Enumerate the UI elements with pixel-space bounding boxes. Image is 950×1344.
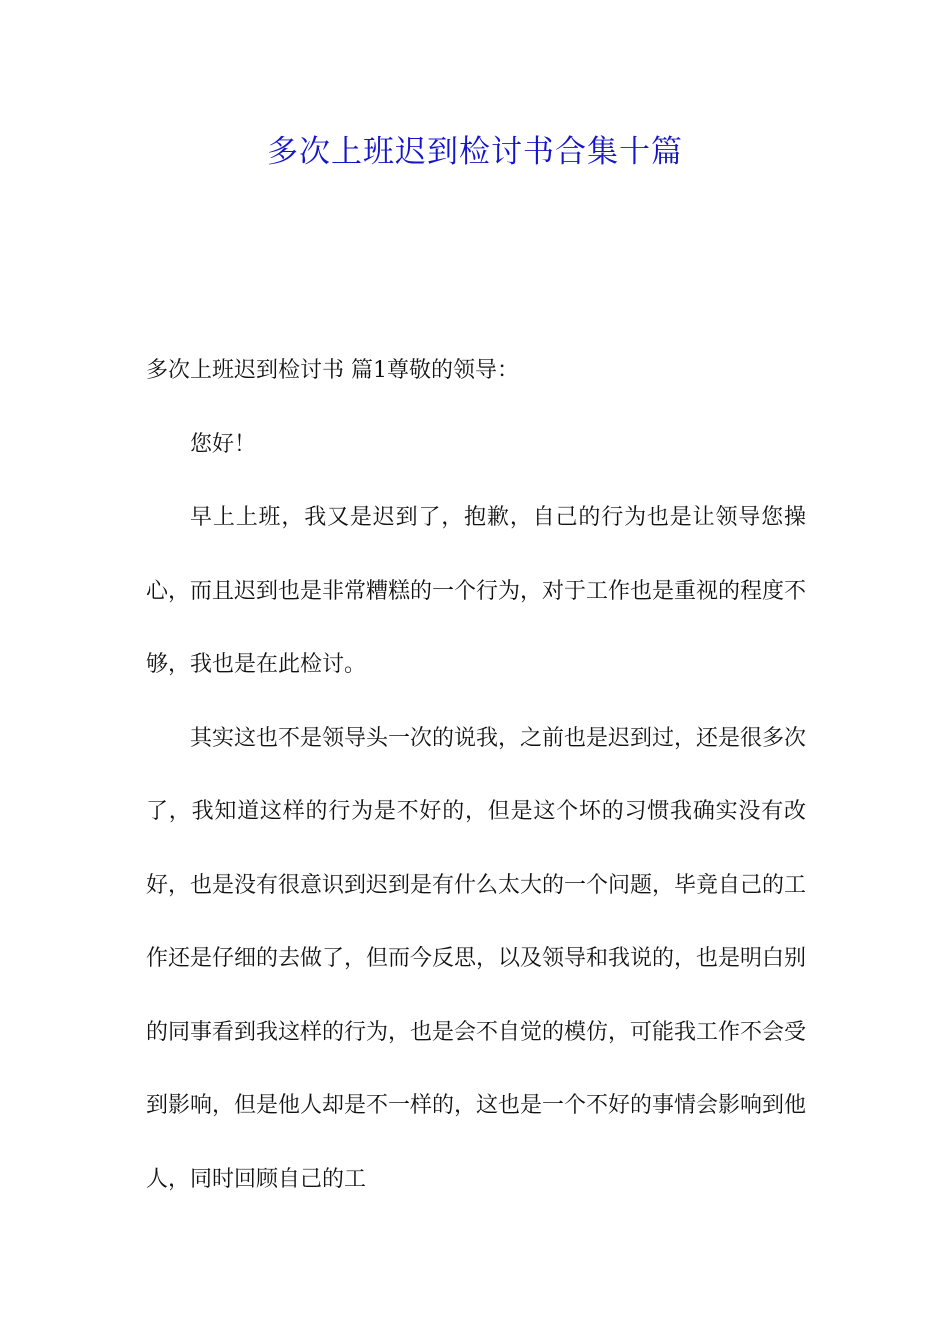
body-paragraph-2: 其实这也不是领导头一次的说我，之前也是迟到过，还是很多次了，我知道这样的行为是不好的，但是这个坏的习惯我确实没有改好，也是没有很意识到迟到是有什么太大的一个问题，毕竟自己的工作还是仔细的去做了，但而今反思，以及领导和我说的，也是明白别的同事看到我这样的行为，也是会不自觉的模仿，可能我工作不会受到影响，但是他人却是不一样的，这也是一个不好的事情会影响到他人，同时回顾自己的工 <box>146 725 807 1192</box>
document-title: 多次上班迟到检讨书合集十篇 <box>267 134 683 170</box>
section-heading-paragraph: 多次上班迟到检讨书 篇1尊敬的领导： <box>146 358 519 383</box>
body-paragraph-1: 早上上班，我又是迟到了，抱歉，自己的行为也是让领导您操心，而且迟到也是非常糟糕的一个行为，对于工作也是重视的程度不够，我也是在此检讨。 <box>146 505 807 677</box>
document-body <box>146 334 806 1216</box>
greeting-paragraph: 您好！ <box>190 431 257 457</box>
